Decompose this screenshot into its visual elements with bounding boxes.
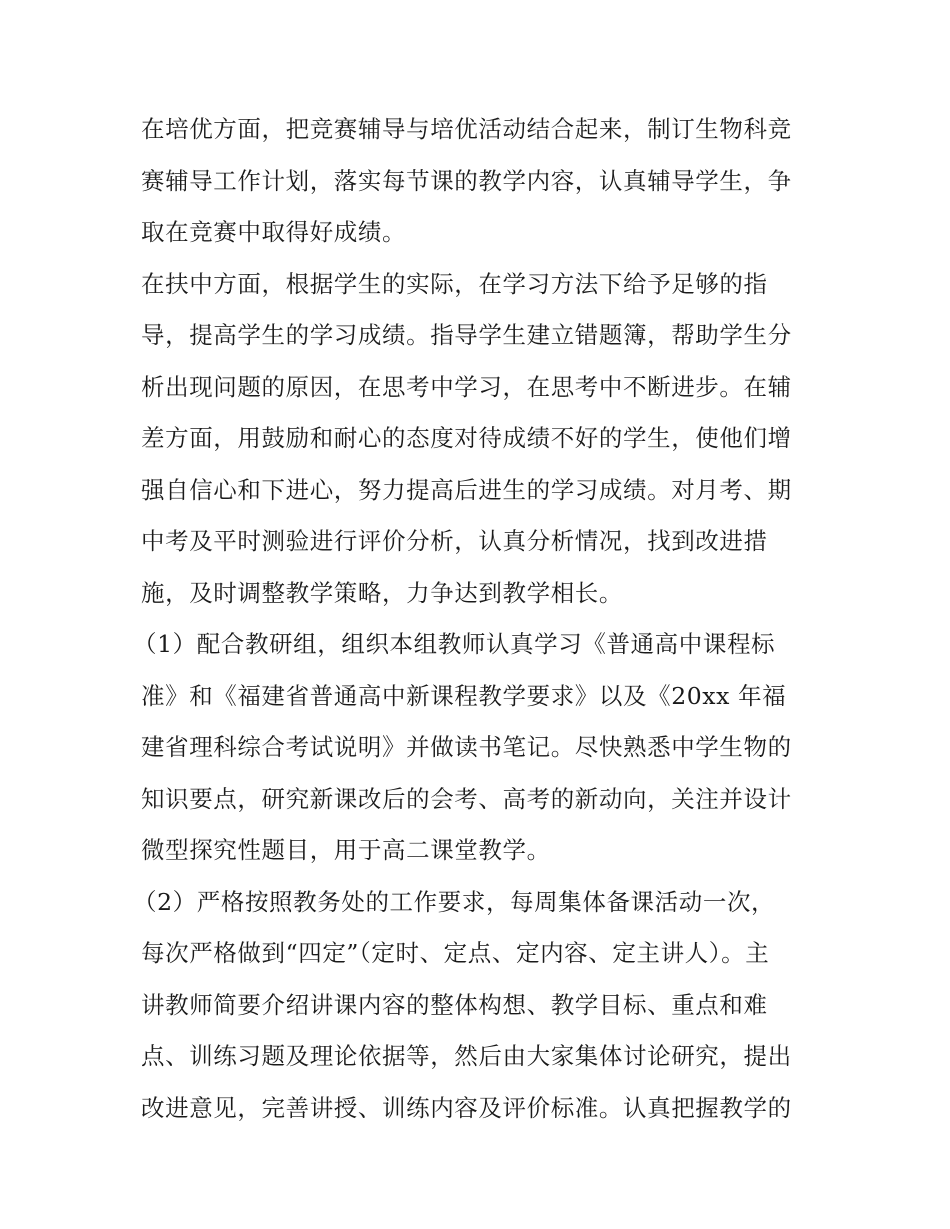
text-line: 施，及时调整教学策略，力争达到教学相长。 xyxy=(141,578,623,607)
text-line: 在扶中方面，根据学生的实际，在学习方法下给予足够的指 xyxy=(141,269,768,298)
text-line: 中考及平时测验进行评价分析，认真分析情况，找到改进措 xyxy=(141,527,768,555)
text-line: 每次严格做到“四定”（定时、定点、定内容、定主讲人）。主 xyxy=(141,939,770,967)
text-line: 建省理科综合考试说明》并做读书笔记。尽快熟悉中学生物的 xyxy=(141,733,792,761)
text-line: 导，提高学生的学习成绩。指导学生建立错题簿，帮助学生分 xyxy=(141,321,792,349)
text-line: 点、训练习题及理论依据等，然后由大家集体讨论研究，提出 xyxy=(141,1042,792,1070)
text-line: （2）严格按照教务处的工作要求，每周集体备课活动一次， xyxy=(133,887,776,916)
text-line: 讲教师简要介绍讲课内容的整体构想、教学目标、重点和难 xyxy=(141,990,768,1019)
text-line: 准》和《福建省普通高中新课程教学要求》以及《20xx 年福 xyxy=(141,681,787,710)
text-line: 改进意见，完善讲授、训练内容及评价标准。认真把握教学的 xyxy=(141,1093,792,1122)
text-line: （1）配合教研组，组织本组教师认真学习《普通高中课程标 xyxy=(133,630,776,658)
text-line: 微型探究性题目，用于高二课堂教学。 xyxy=(141,836,551,864)
text-line: 取在竞赛中取得好成绩。 xyxy=(141,218,407,246)
text-line: 知识要点，研究新课改后的会考、高考的新动向，关注并设计 xyxy=(141,784,792,813)
text-line: 赛辅导工作计划，落实每节课的教学内容，认真辅导学生，争 xyxy=(141,166,792,195)
text-line: 在培优方面，把竞赛辅导与培优活动结合起来，制订生物科竞 xyxy=(141,115,792,143)
document-body xyxy=(133,104,821,1134)
text-line: 析出现问题的原因，在思考中学习，在思考中不断进步。在辅 xyxy=(141,372,792,401)
text-line: 差方面，用鼓励和耐心的态度对待成绩不好的学生，使他们增 xyxy=(141,424,792,452)
text-line: 强自信心和下进心，努力提高后进生的学习成绩。对月考、期 xyxy=(141,475,792,504)
